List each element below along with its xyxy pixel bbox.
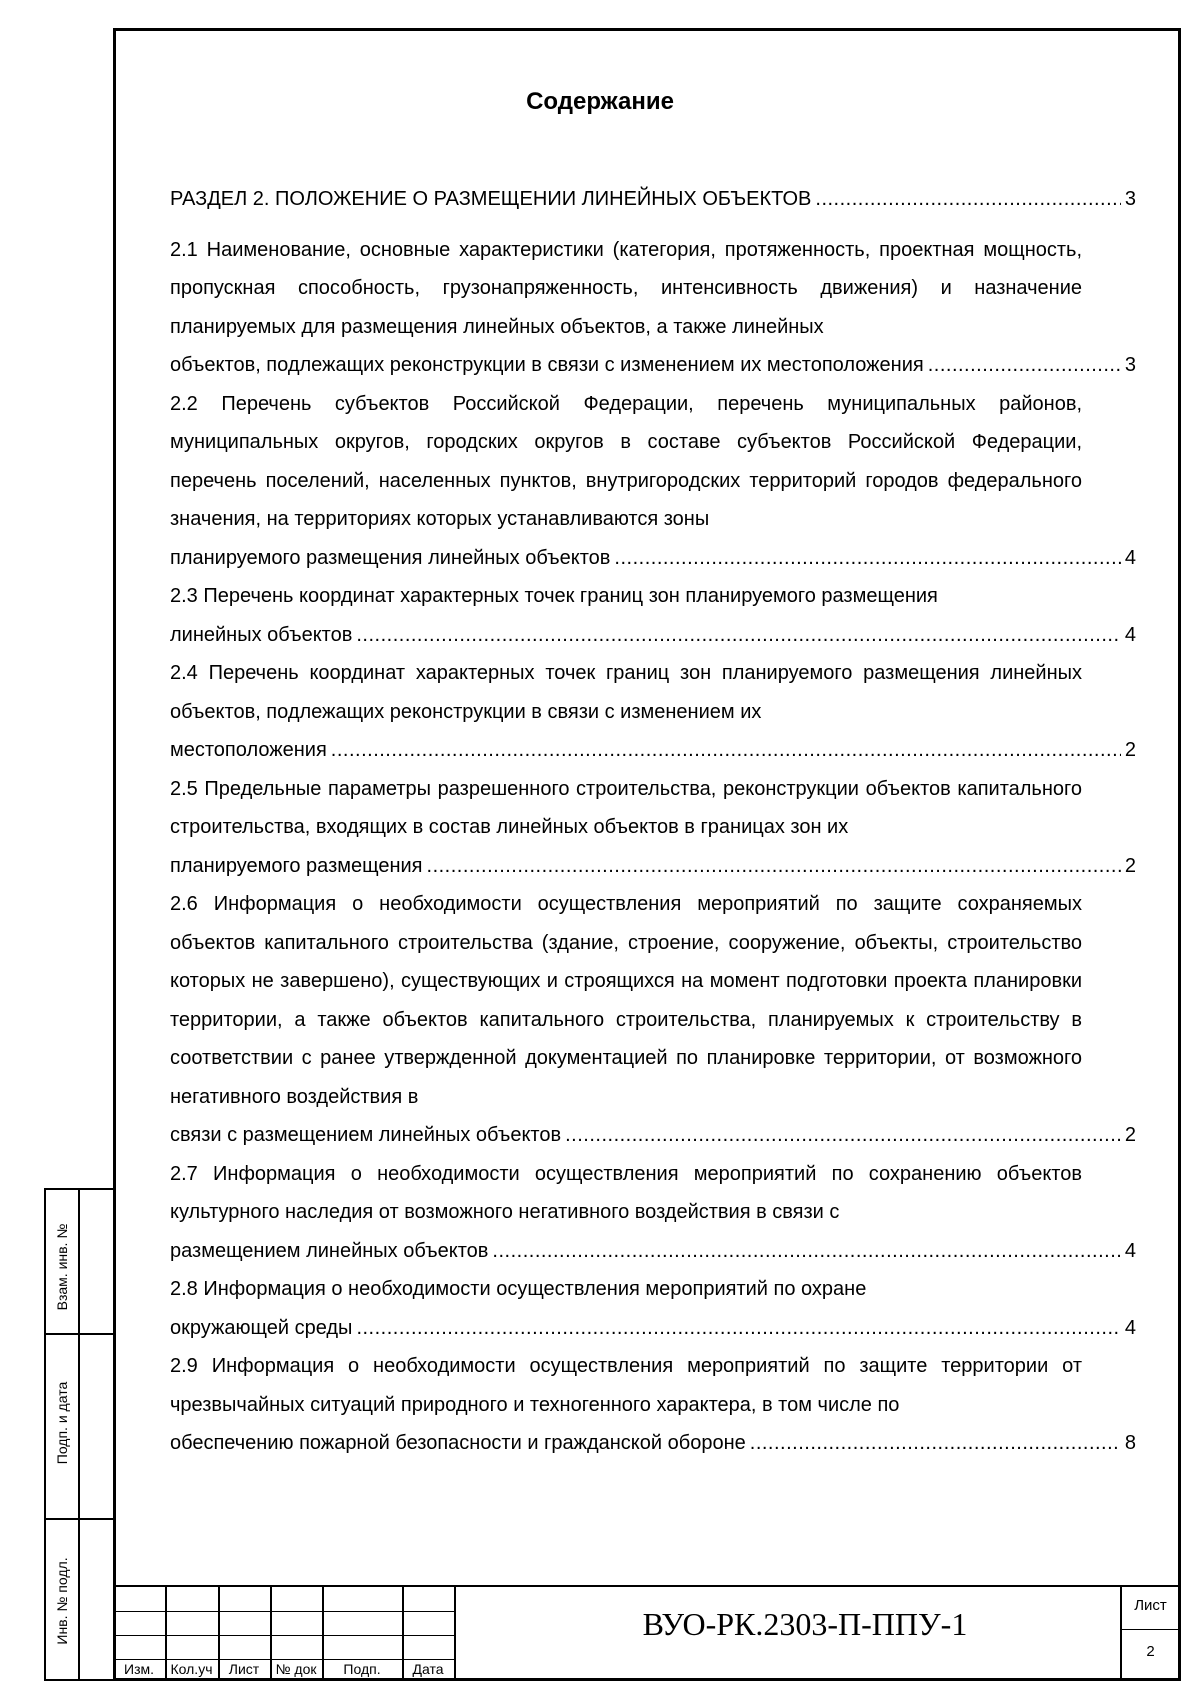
dot-leader: [356, 1309, 1120, 1348]
side-stamp-vzam: Взам. инв. №: [54, 1223, 70, 1311]
toc-page-number: 8: [1124, 1432, 1136, 1454]
dot-leader: [492, 1232, 1120, 1271]
table-of-contents: [170, 180, 1136, 1463]
dot-leader: [928, 346, 1121, 385]
toc-entry-text: 2.5 Предельные параметры разрешенного строительства, реконструкции объектов капитального строительства, входящих в состав линейных объектов в границах зон их: [170, 777, 1082, 838]
toc-entry[interactable]: [170, 1347, 1136, 1463]
sheet-number: 2: [1146, 1643, 1155, 1660]
toc-entry-text: 2.3 Перечень координат характерных точек границ зон планируемого размещения: [170, 585, 938, 607]
toc-entry[interactable]: [170, 654, 1136, 770]
toc-entry[interactable]: [170, 1155, 1136, 1271]
toc-entry-text: 2.8 Информация о необходимости осуществления мероприятий по охране: [170, 1278, 867, 1300]
col-podp: Подп.: [343, 1661, 381, 1677]
toc-entry-last-line: линейных объектов: [170, 623, 353, 646]
dot-leader: [331, 731, 1121, 770]
toc-entry[interactable]: [170, 385, 1136, 578]
dot-leader: [565, 1116, 1121, 1155]
toc-entry-text: 2.1 Наименование, основные характеристики (категория, протяженность, проектная мощность, пропускная способность, грузонапряженность, интенсивность движения) и назначение планируемых для размещения линейных объектов, а также линейных: [170, 238, 1082, 338]
toc-page-number: 4: [1124, 1239, 1136, 1262]
col-izm: Изм.: [124, 1661, 154, 1677]
toc-entry-last-line: размещением линейных объектов: [170, 1239, 489, 1262]
toc-entry[interactable]: [170, 1270, 1136, 1347]
toc-entry[interactable]: [170, 180, 1136, 219]
dot-leader: [427, 847, 1121, 886]
toc-page-number: 4: [1124, 1316, 1136, 1339]
col-data: Дата: [412, 1661, 444, 1677]
document-code: ВУО-РК.2303-П-ППУ-1: [642, 1606, 968, 1642]
toc-entry-last-line: обеспечению пожарной безопасности и гражданской обороне: [170, 1432, 746, 1454]
dot-leader: [614, 539, 1120, 578]
toc-entry-text: 2.9 Информация о необходимости осуществления мероприятий по защите территории от чрезвычайных ситуаций природного и техногенного характера, в том числе по: [170, 1355, 1082, 1416]
toc-page-number: 3: [1124, 354, 1136, 376]
page-title: Содержание: [526, 88, 674, 115]
toc-entry[interactable]: [170, 885, 1136, 1155]
side-stamp-podp: Подп. и дата: [54, 1381, 70, 1465]
toc-page-number: 2: [1124, 854, 1136, 877]
dot-leader: [356, 616, 1121, 655]
toc-page-number: 4: [1124, 546, 1136, 569]
toc-entry-last-line: планируемого размещения: [170, 854, 423, 877]
toc-entry-last-line: окружающей среды: [170, 1316, 353, 1339]
toc-entry-last-line: объектов, подлежащих реконструкции в связи с изменением их местоположения: [170, 354, 924, 376]
col-kol-uch: Кол.уч: [170, 1661, 213, 1677]
toc-entry[interactable]: [170, 231, 1136, 385]
toc-entry[interactable]: [170, 770, 1136, 886]
side-stamp: [44, 1188, 113, 1681]
toc-entry-text: 2.2 Перечень субъектов Российской Федерации, перечень муниципальных районов, муниципальных округов, городских округов в составе субъектов Российской Федерации, перечень поселений, населенных пунктов, внутригородских территорий городов федерального значения, на территориях которых устанавливаются зоны: [170, 392, 1082, 530]
toc-page-number: 4: [1124, 623, 1136, 646]
toc-entry-last-line: РАЗДЕЛ 2. ПОЛОЖЕНИЕ О РАЗМЕЩЕНИИ ЛИНЕЙНЫХ ОБЪЕКТОВ: [170, 188, 812, 210]
toc-page-number: 2: [1124, 1124, 1136, 1146]
toc-page-number: 3: [1124, 188, 1136, 210]
toc-page-number: 2: [1124, 739, 1136, 761]
col-doc-num: № док: [275, 1661, 317, 1677]
dot-leader: [750, 1424, 1121, 1463]
toc-entry-text: 2.6 Информация о необходимости осуществления мероприятий по защите сохраняемых объектов капитального строительства (здание, строение, сооружение, объекты, строительство которых не завершено), существующих и строящихся на момент подготовки проекта планировки территории, а также объектов капитального строительства, планируемых к строительству в соответствии с ранее утвержденной документацией по планировке территории, от возможного негативного воздействия в: [170, 893, 1082, 1108]
toc-entry-last-line: планируемого размещения линейных объектов: [170, 546, 611, 569]
col-list: Лист: [228, 1661, 260, 1677]
toc-entry-text: 2.4 Перечень координат характерных точек границ зон планируемого размещения линейных объектов, подлежащих реконструкции в связи с изменением их: [170, 662, 1082, 723]
dot-leader: [815, 180, 1120, 219]
toc-entry-text: 2.7 Информация о необходимости осуществления мероприятий по сохранению объектов культурного наследия от возможного негативного воздействия в связи с: [170, 1162, 1082, 1223]
toc-entry-last-line: связи с размещением линейных объектов: [170, 1124, 562, 1146]
sheet-label: Лист: [1134, 1597, 1167, 1614]
toc-entry[interactable]: [170, 577, 1136, 654]
toc-entry-last-line: местоположения: [170, 739, 327, 761]
side-stamp-inv: Инв. № подл.: [54, 1557, 70, 1645]
